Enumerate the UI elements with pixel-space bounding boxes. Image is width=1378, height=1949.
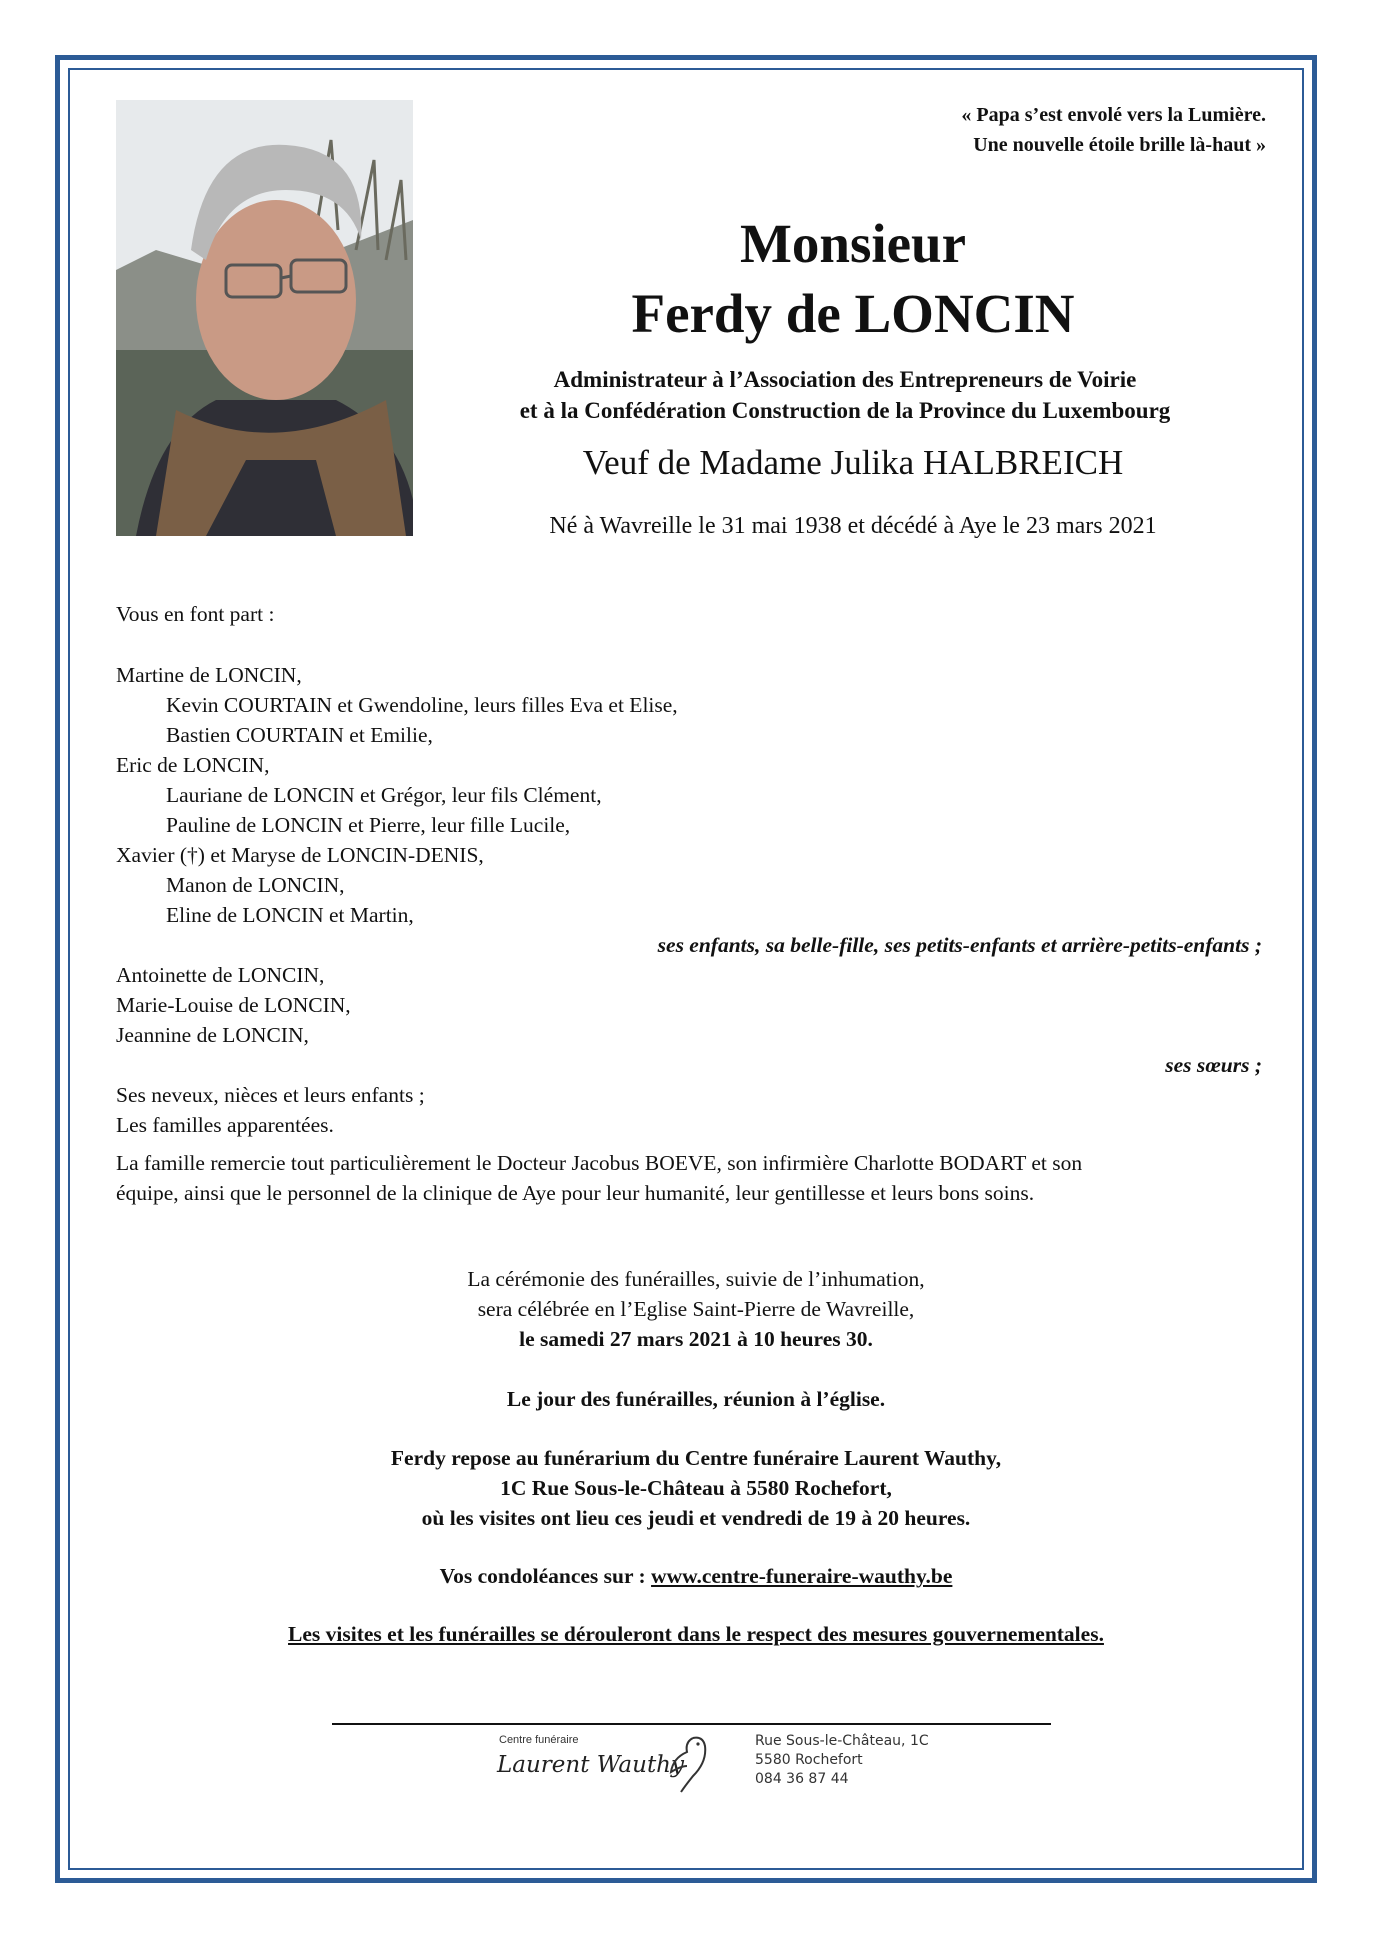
quote-line: « Papa s’est envolé vers la Lumière. <box>961 104 1266 126</box>
thanks-paragraph <box>116 1148 1276 1208</box>
widower-line: Veuf de Madame Julika HALBREICH <box>582 443 1124 482</box>
ceremony-line: sera célébrée en l’Eglise Saint-Pierre de Wavreille, <box>477 1297 915 1321</box>
function-line: et à la Confédération Construction de la Province du Luxembourg <box>519 398 1171 423</box>
family-member: Eline de LONCIN et Martin, <box>166 903 414 927</box>
sister: Jeannine de LONCIN, <box>116 1023 309 1047</box>
address-line: Rue Sous-le-Château, 1C <box>755 1733 929 1749</box>
ceremony-block <box>116 1264 1276 1354</box>
family-member: Bastien COURTAIN et Emilie, <box>166 723 433 747</box>
portrait-photo <box>116 100 413 536</box>
funerarium-line: Ferdy repose au funérarium du Centre funéraire Laurent Wauthy, <box>390 1446 1002 1470</box>
address-line: 5580 Rochefort <box>755 1752 863 1768</box>
family-list <box>116 660 1276 1140</box>
logo-caption: Centre funéraire <box>499 1734 579 1746</box>
meeting-line: Le jour des funérailles, réunion à l’église. <box>506 1387 886 1411</box>
footer-address <box>755 1732 929 1789</box>
children-caption: ses enfants, sa belle-fille, ses petits-enfants et arrière-petits-enfants ; <box>657 933 1262 957</box>
family-member: Manon de LONCIN, <box>166 873 345 897</box>
thanks-line: La famille remercie tout particulièrement le Docteur Jacobus BOEVE, son infirmière Charlotte BODART et son <box>116 1151 1083 1175</box>
dove-icon <box>663 1732 713 1794</box>
family-member: Martine de LONCIN, <box>116 663 302 687</box>
funerarium-line: où les visites ont lieu ces jeudi et vendredi de 19 à 20 heures. <box>421 1506 971 1530</box>
funeral-home-logo <box>485 1728 935 1800</box>
function-line: Administrateur à l’Association des Entrepreneurs de Voirie <box>553 367 1137 392</box>
family-member: Pauline de LONCIN et Pierre, leur fille Lucile, <box>166 813 571 837</box>
other-relatives: Ses neveux, nièces et leurs enfants ; <box>116 1083 425 1107</box>
thanks-line: équipe, ainsi que le personnel de la clinique de Aye pour leur humanité, leur gentillesse et leurs bons soins. <box>116 1181 1035 1205</box>
phone-number: 084 36 87 44 <box>755 1771 849 1787</box>
condolences-line <box>116 1561 1276 1591</box>
sister: Marie-Louise de LONCIN, <box>116 993 351 1017</box>
announcement <box>116 599 1276 629</box>
family-member: Lauriane de LONCIN et Grégor, leur fils Clément, <box>166 783 602 807</box>
deceased-name: Ferdy de LONCIN <box>631 283 1075 344</box>
sisters-caption: ses sœurs ; <box>1165 1053 1262 1077</box>
family-member: Eric de LONCIN, <box>116 753 270 777</box>
function-description <box>430 364 1260 426</box>
ceremony-line: La cérémonie des funérailles, suivie de l’inhumation, <box>467 1267 925 1291</box>
funerarium-block <box>116 1443 1276 1533</box>
family-member: Xavier (†) et Maryse de LONCIN-DENIS, <box>116 843 484 867</box>
condolences-label: Vos condoléances sur : <box>439 1564 652 1588</box>
condolences-link[interactable]: www.centre-funeraire-wauthy.be <box>651 1564 953 1588</box>
sister: Antoinette de LONCIN, <box>116 963 325 987</box>
logo-script-name: Laurent Wauthy <box>497 1752 684 1778</box>
birth-death-line: Né à Wavreille le 31 mai 1938 et décédé à Aye le 23 mars 2021 <box>549 513 1157 539</box>
title-honorific: Monsieur <box>739 213 967 274</box>
announce-line: Vous en font part : <box>116 602 275 626</box>
quote <box>961 100 1266 160</box>
ceremony-date: le samedi 27 mars 2021 à 10 heures 30. <box>519 1327 873 1351</box>
other-relatives: Les familles apparentées. <box>116 1113 334 1137</box>
family-member: Kevin COURTAIN et Gwendoline, leurs filles Eva et Elise, <box>166 693 678 717</box>
funerarium-line: 1C Rue Sous-le-Château à 5580 Rochefort, <box>500 1476 892 1500</box>
footer-divider <box>332 1723 1051 1725</box>
quote-line: Une nouvelle étoile brille là-haut » <box>973 134 1266 156</box>
health-notice: Les visites et les funérailles se dérouleront dans le respect des mesures gouvernementales. <box>288 1622 1104 1646</box>
